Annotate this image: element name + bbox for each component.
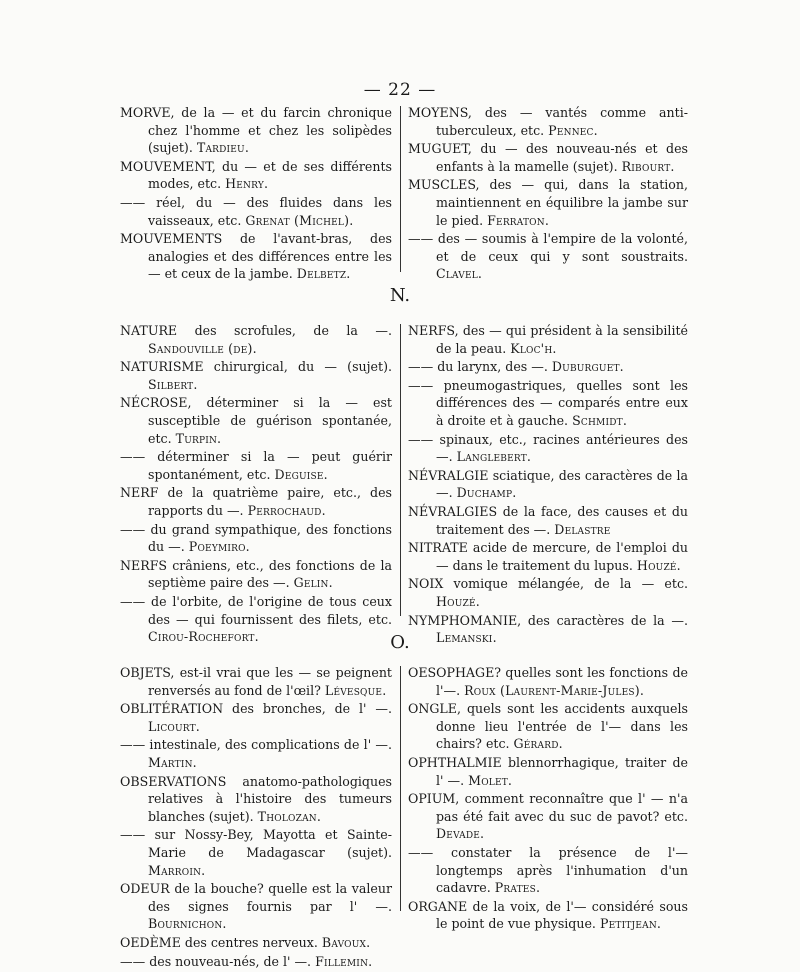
entry-subject: OPHTHALMIE blennorrhagique, traiter de l' —. [408, 754, 688, 788]
right-column [408, 664, 688, 934]
entry-subject: —— spinaux, etc., racines antérieures des —. [408, 431, 688, 465]
index-entry [120, 521, 392, 556]
entry-subject: —— constater la présence de l'— longtemps après l'inhumation d'un cadavre. [408, 844, 688, 896]
entry-author: Devade. [436, 826, 485, 842]
entry-author: Gelin. [293, 575, 333, 591]
index-entry [120, 230, 392, 283]
page-number: — 22 — [363, 80, 437, 100]
section-columns [120, 664, 690, 969]
entry-subject: NOIX vomique mélangée, de la — etc. [408, 576, 688, 592]
index-entry [408, 539, 688, 574]
entry-subject: NYMPHOMANIE, des caractères de la —. [408, 612, 688, 628]
entry-author: Prates. [494, 880, 541, 896]
entry-author: Houzé. [436, 593, 480, 609]
entry-author: Sandouville (de). [148, 340, 257, 356]
index-entry [120, 700, 392, 735]
entry-author: Ferraton. [487, 212, 550, 228]
section-n [120, 322, 690, 646]
entry-author: Houzé. [636, 557, 681, 573]
section-columns [120, 104, 690, 282]
entry-subject: NERFS crâniens, etc., des fonctions de la septième paire des —. [120, 557, 392, 591]
entry-subject: OBLITÉRATION des bronches, de l' —. [120, 701, 392, 717]
entry-subject: OPIUM, comment reconnaître que l' — n'a pas été fait avec du suc de pavot? etc. [408, 791, 688, 824]
entry-subject: NÉVRALGIES de la face, des causes et du traitement des —. [408, 503, 688, 537]
index-entry [408, 104, 688, 139]
entry-author: Silbert. [148, 376, 198, 392]
index-entry [408, 844, 688, 897]
index-entry [120, 773, 392, 826]
index-entry [408, 377, 688, 430]
entry-author: Delbetz. [296, 266, 351, 282]
entry-author: Bavoux. [321, 934, 371, 950]
entry-subject: NITRATE acide de mercure, de l'emploi du — dans le traitement du lupus. [408, 540, 688, 573]
entry-author: Turpin. [175, 430, 222, 446]
index-entry [120, 934, 392, 952]
column-divider [400, 666, 401, 911]
entry-subject: OESOPHAGE? quelles sont les fonctions de l'—. [408, 665, 688, 698]
entry-author: Tardieu. [196, 140, 250, 156]
index-entry [408, 431, 688, 466]
entry-author: Duburguet. [551, 359, 624, 375]
entry-author: Molet. [468, 772, 513, 788]
entry-subject: MORVE, de la — et du farcin chronique chez l'homme et chez les solipèdes (sujet). [120, 105, 392, 156]
left-column [120, 104, 392, 284]
letter-heading-o: O. [390, 632, 410, 653]
index-entry [408, 230, 688, 283]
entry-subject: OBSERVATIONS anatomo-pathologiques relatives à l'histoire des tumeurs blanches (sujet). [120, 773, 392, 824]
entry-author: Roux (Laurent-Marie-Jules). [464, 682, 645, 698]
entry-subject: OBJETS, est-il vrai que les — se peignent renversés au fond de l'œil? [120, 665, 392, 698]
entry-author: Poeymiro. [188, 539, 250, 555]
entry-author: Bournichon. [148, 916, 227, 932]
entry-author: Petitjean. [599, 916, 662, 932]
index-entry [408, 467, 688, 502]
index-entry [408, 700, 688, 753]
entry-author: Schmidt. [572, 412, 628, 428]
entry-subject: OEDÈME des centres nerveux. [120, 934, 318, 950]
entry-author: Licourt. [148, 718, 200, 734]
index-entry [120, 736, 392, 771]
entry-subject: —— des nouveau-nés, de l' —. [120, 953, 312, 969]
column-divider [400, 106, 401, 272]
entry-author: Perrochaud. [247, 502, 326, 518]
section-columns [120, 322, 690, 646]
entry-subject: —— du larynx, des —. [408, 359, 548, 375]
letter-heading-n: N. [389, 285, 411, 306]
entry-author: Ribourt. [621, 158, 675, 174]
entry-author: Deguise. [274, 466, 328, 482]
entry-author: Tholozan. [257, 808, 322, 824]
entry-author: Langlebert. [456, 449, 532, 465]
entry-subject: NATURISME chirurgical, du — (sujet). [120, 359, 392, 375]
entry-subject: —— de l'orbite, de l'origine de tous ceux des — qui fournissent des filets, etc. [120, 593, 392, 627]
index-entry [408, 575, 688, 610]
entry-author: Duchamp. [456, 485, 517, 501]
entry-author: Gérard. [513, 736, 563, 752]
index-entry [408, 503, 688, 538]
index-entry [120, 194, 392, 229]
index-entry [120, 158, 392, 193]
entry-author: Pennec. [548, 122, 598, 138]
entry-subject: —— pneumogastriques, quelles sont les différences des — comparés entre eux à droite et à gauche. [408, 377, 688, 428]
entry-subject: ONGLE, quels sont les accidents auxquels donne lieu l'entrée de l'— dans les chairs? etc. [408, 701, 688, 752]
index-entry [408, 754, 688, 789]
right-column [408, 104, 688, 284]
entry-subject: MOYENS, des — vantés comme anti-tuberculeux, etc. [408, 105, 688, 138]
entry-author: Martin. [148, 754, 197, 770]
entry-author: Marroin. [148, 862, 206, 878]
left-column [120, 664, 392, 971]
index-entry [120, 953, 392, 971]
column-divider [400, 324, 401, 616]
left-column [120, 322, 392, 647]
entry-author: Lévesque. [324, 682, 387, 698]
entry-subject: MUSCLES, des — qui, dans la station, maintiennent en équilibre la jambe sur le pied. [408, 177, 688, 228]
entry-subject: NERF de la quatrième paire, etc., des rapports du —. [120, 485, 392, 518]
index-entry [120, 104, 392, 157]
entry-subject: MOUVEMENT, du — et de ses différents modes, etc. [120, 158, 392, 192]
index-entry [408, 898, 688, 933]
index-entry [120, 448, 392, 483]
index-entry [120, 394, 392, 447]
entry-subject: —— réel, du — des fluides dans les vaisseaux, etc. [120, 194, 392, 228]
entry-author: Lemanski. [436, 630, 497, 646]
entry-subject: NÉVRALGIE sciatique, des caractères de la —. [408, 467, 688, 501]
section-o [120, 664, 690, 969]
entry-subject: MUGUET, du — des nouveau-nés et des enfants à la mamelle (sujet). [408, 141, 688, 174]
entry-author: Kloc'h. [510, 340, 557, 356]
entry-subject: —— déterminer si la — peut guérir spontanément, etc. [120, 449, 392, 482]
entry-author: Henry. [225, 176, 269, 192]
index-entry [408, 322, 688, 357]
index-entry [120, 826, 392, 879]
index-entry [120, 557, 392, 592]
entry-subject: NATURE des scrofules, de la —. [120, 323, 392, 338]
entry-subject: ODEUR de la bouche? quelle est la valeur des signes fournis par l' —. [120, 881, 392, 914]
index-entry [120, 880, 392, 933]
entry-subject: —— sur Nossy-Bey, Mayotta et Sainte-Marie de Madagascar (sujet). [120, 827, 392, 860]
entry-author: Delastre [554, 521, 611, 537]
index-entry [408, 664, 688, 699]
entry-subject: NERFS, des — qui président à la sensibilité de la peau. [408, 323, 688, 356]
entry-author: Clavel. [436, 266, 483, 282]
entry-subject: —— du grand sympathique, des fonctions du —. [120, 521, 392, 555]
entry-author: Cirou-Rochefort. [148, 629, 259, 645]
index-entry [120, 664, 392, 699]
section-m [120, 104, 690, 282]
index-entry [408, 790, 688, 843]
entry-subject: NÉCROSE, déterminer si la — est susceptible de guérison spontanée, etc. [120, 395, 392, 446]
index-entry [408, 140, 688, 175]
right-column [408, 322, 688, 648]
index-entry [120, 358, 392, 393]
entry-subject: —— des — soumis à l'empire de la volonté, et de ceux qui y sont soustraits. [408, 231, 688, 264]
entry-author: Fillemin. [315, 953, 373, 969]
index-entry [408, 358, 688, 376]
entry-author: Grenat (Michel). [245, 212, 354, 228]
entry-subject: MOUVEMENTS de l'avant-bras, des analogies et des différences entre les — et ceux de la jambe. [120, 231, 392, 282]
index-entry [408, 176, 688, 229]
index-entry [120, 322, 392, 357]
entry-subject: —— intestinale, des complications de l' —. [120, 737, 392, 753]
entry-subject: ORGANE de la voix, de l'— considéré sous le point de vue physique. [408, 898, 688, 932]
index-entry [120, 484, 392, 519]
